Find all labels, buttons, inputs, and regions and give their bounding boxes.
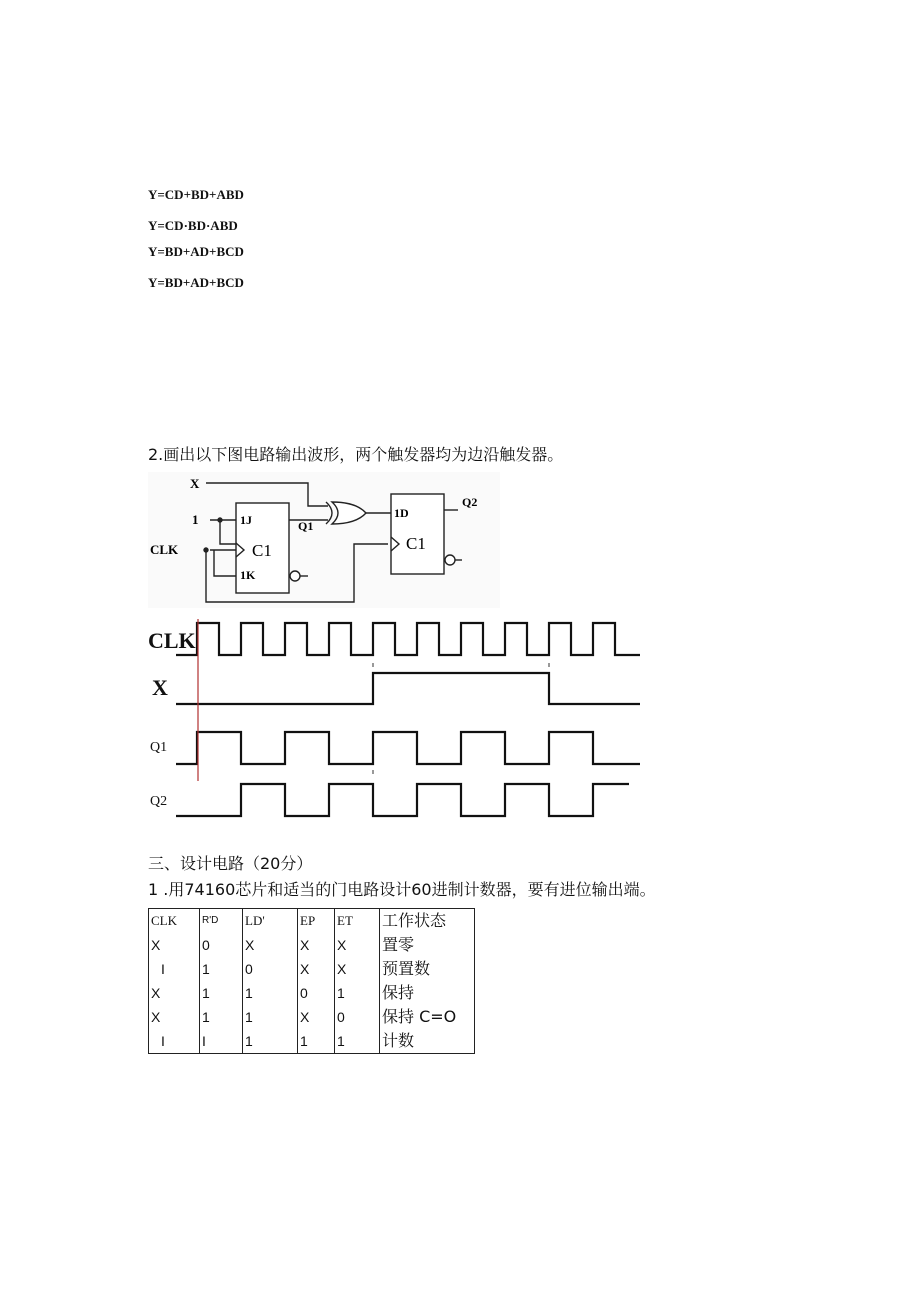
cell: I [149,1029,200,1054]
cell: 保持 C=O [380,1005,475,1029]
cell: 置零 [380,933,475,957]
waveform-q1 [176,732,640,764]
qn1-bubble [290,571,300,581]
timing-label-clk: CLK [148,628,196,653]
truth-table-74160 [148,908,475,1054]
label-c1-a: C1 [252,541,272,560]
cell: X [298,957,335,981]
label-1k: 1K [240,568,256,582]
cell: X [149,1005,200,1029]
label-q2: Q2 [462,495,478,509]
cell: X [149,933,200,957]
timing-diagram [170,615,650,825]
table-row [149,1029,475,1054]
section-3-title: 三、设计电路（20分） [148,854,313,873]
equation-2: Y=CD·BD·ABD [148,218,238,233]
header-ld: LD' [243,909,298,934]
table-row [149,933,475,957]
cell: 1 [243,1029,298,1054]
equation-1: Y=CD+BD+ABD [148,187,244,202]
timing-label-q1: Q1 [150,740,168,755]
cell: 保持 [380,981,475,1005]
header-ep: EP [298,909,335,934]
cell: X [335,933,380,957]
header-rd: R'D [200,909,243,934]
table-row [149,957,475,981]
cell: 预置数 [380,957,475,981]
question-3-1-text: 1 .用74160芯片和适当的门电路设计60进制计数器，要有进位输出端。 [148,880,656,899]
timing-label-q2: Q2 [150,794,168,809]
cell: 1 [243,981,298,1005]
cell: X [243,933,298,957]
equation-3: Y=BD+AD+BCD [148,244,244,259]
label-q1: Q1 [298,519,314,533]
cell: 1 [298,1029,335,1054]
cell: 0 [298,981,335,1005]
table-header-row [149,909,475,934]
label-1d: 1D [394,506,409,520]
cell: 1 [200,957,243,981]
cell: X [298,933,335,957]
cell: 1 [335,1029,380,1054]
waveform-clk [176,623,640,655]
label-x: X [190,476,200,491]
waveform-q2 [176,784,629,816]
equation-4: Y=BD+AD+BCD [148,275,244,290]
cell: 1 [200,1005,243,1029]
cell: I [149,957,200,981]
circuit-diagram [148,472,500,608]
table-row [149,981,475,1005]
label-1j: 1J [240,513,252,527]
label-clk: CLK [150,542,179,557]
header-clk: CLK [149,909,200,934]
cell: 0 [200,933,243,957]
cell: 0 [243,957,298,981]
timing-label-x: X [152,675,168,700]
cell: 计数 [380,1029,475,1054]
header-et: ET [335,909,380,934]
label-one: 1 [192,512,199,527]
label-c1-b: C1 [406,534,426,553]
cell: 0 [335,1005,380,1029]
header-state: 工作状态 [380,909,475,934]
cell: 1 [243,1005,298,1029]
cell: 1 [335,981,380,1005]
cell: X [149,981,200,1005]
cell: X [298,1005,335,1029]
table-row [149,1005,475,1029]
waveform-x [176,673,640,704]
cell: X [335,957,380,981]
question-2-text: 2.画出以下图电路输出波形，两个触发器均为边沿触发器。 [148,445,564,464]
cell: I [200,1029,243,1054]
qn2-bubble [445,555,455,565]
cell: 1 [200,981,243,1005]
